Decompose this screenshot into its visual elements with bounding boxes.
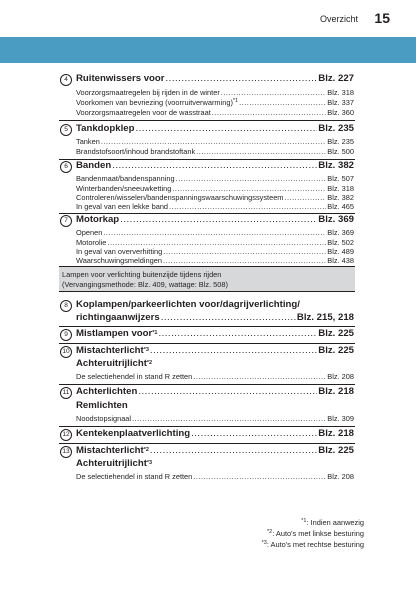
page-ref: Blz. 382 [318, 160, 354, 171]
section-title-row[interactable] [76, 160, 354, 172]
sub-item[interactable] [76, 88, 354, 97]
lights-box-line: Lampen voor verlichting buitenzijde tijdens rijden [62, 270, 222, 279]
footnote-mark: *3 [146, 460, 153, 466]
lights-info-box [59, 266, 355, 292]
sub-item[interactable] [76, 247, 354, 256]
page-ref: Blz. 218 [318, 428, 354, 439]
page-ref: Blz. 382 [327, 193, 354, 202]
divider [59, 426, 355, 427]
page-ref: Blz. 235 [318, 123, 354, 134]
section-title-row[interactable] [76, 214, 354, 226]
divider [59, 443, 355, 444]
sub-item-label: Voorzorgsmaatregelen voor de wasstraat [76, 108, 211, 117]
footnote-mark: *2 [146, 360, 153, 366]
footnote-mark: *1 [152, 330, 158, 336]
page-ref: Blz. 225 [318, 445, 354, 456]
sub-item[interactable] [76, 256, 354, 265]
section-title-row[interactable] [76, 73, 354, 85]
section-title: Kentekenplaatverlichting [76, 428, 191, 439]
page-ref: Blz. 309 [327, 414, 354, 423]
section-title: Mistlampen voor [76, 328, 153, 339]
page-ref: Blz. 318 [327, 88, 354, 97]
sub-item-label: In geval van een lekke band [76, 202, 169, 211]
callout-number: 11 [60, 387, 72, 399]
page-ref: Blz. 318 [327, 184, 354, 193]
page-ref: Blz. 369 [318, 214, 354, 225]
sub-item-label: Bandenmaat/bandenspanning [76, 174, 175, 183]
sub-item-label: De selectiehendel in stand R zetten [76, 472, 193, 481]
divider [59, 120, 355, 121]
lights-box-line: (Vervangingsmethode: Blz. 409, wattage: Blz. 508) [62, 280, 228, 289]
callout-number: 9 [60, 329, 72, 341]
page-ref: Blz. 215, 218 [296, 312, 354, 323]
sub-item[interactable] [76, 414, 354, 423]
section-title-row[interactable] [76, 312, 354, 324]
page-ref: Blz. 502 [327, 238, 354, 247]
section-title: richtingaanwijzers [76, 312, 160, 323]
page-ref: Blz. 218 [318, 386, 354, 397]
sub-item-label: In geval van oververhitting [76, 247, 163, 256]
sub-item-label: Brandstofsoort/inhoud brandstoftank [76, 147, 196, 156]
page-ref: Blz. 208 [327, 372, 354, 381]
section-title-row[interactable] [76, 458, 354, 470]
callout-number: 5 [60, 124, 72, 136]
section-title: Mistachterlicht [76, 445, 144, 456]
section-title-row[interactable] [76, 358, 354, 370]
callout-number: 7 [60, 215, 72, 227]
sub-item[interactable] [76, 137, 354, 146]
sub-item-label: Openen [76, 228, 103, 237]
section-title-row[interactable] [76, 428, 354, 440]
sub-item-label: Controleren/wisselen/bandenspanningswaarschuwingssysteem [76, 193, 284, 202]
page-ref: Blz. 225 [318, 345, 354, 356]
divider [59, 326, 355, 327]
section-title: Achteruitrijlicht [76, 458, 147, 469]
page-ref: Blz. 489 [327, 247, 354, 256]
sub-item-label: Motorolie [76, 238, 107, 247]
page-ref: Blz. 438 [327, 256, 354, 265]
page-ref: Blz. 227 [318, 73, 354, 84]
section-title: Ruitenwissers voor [76, 73, 165, 84]
footnote-text: : Auto's met linkse besturing [272, 529, 364, 538]
section-title: Motorkap [76, 214, 120, 225]
sub-item[interactable] [76, 108, 354, 117]
section-title-row[interactable] [76, 345, 354, 357]
page-ref: Blz. 208 [327, 472, 354, 481]
footnote-text: : Auto's met rechtse besturing [266, 540, 364, 549]
section-title: Remlichten [76, 400, 128, 411]
page-ref: Blz. 235 [327, 137, 354, 146]
callout-number: 10 [60, 346, 72, 358]
section-title: Tankdopklep [76, 123, 135, 134]
callout-number: 13 [60, 446, 72, 458]
sub-item-label: De selectiehendel in stand R zetten [76, 372, 193, 381]
sub-item[interactable] [76, 238, 354, 247]
sub-item[interactable] [76, 202, 354, 211]
sub-item-label: Winterbanden/sneeuwketting [76, 184, 172, 193]
sub-item-label: Noodstopsignaal [76, 414, 132, 423]
sub-item[interactable] [76, 184, 354, 193]
section-title: Banden [76, 160, 112, 171]
footnote [301, 518, 364, 527]
callout-number: 6 [60, 161, 72, 173]
header-band [0, 37, 416, 63]
sub-item-label: Voorzorgsmaatregelen bij rijden in de winter [76, 88, 220, 97]
callout-number: 12 [60, 429, 72, 441]
page-ref: Blz. 507 [327, 174, 354, 183]
page-ref: Blz. 465 [327, 202, 354, 211]
sub-item[interactable] [76, 98, 354, 107]
section-title: Koplampen/parkeerlichten voor/dagrijverlichting/ [76, 299, 300, 310]
footnote-text: : Indien aanwezig [306, 518, 364, 527]
sub-item-label: Tanken [76, 137, 100, 146]
sub-item[interactable] [76, 472, 354, 481]
sub-item[interactable] [76, 372, 354, 381]
footnote-mark: *2 [267, 529, 273, 535]
section-title-row[interactable] [76, 123, 354, 135]
section-title: Mistachterlicht [76, 345, 144, 356]
section-title-row[interactable] [76, 299, 354, 311]
divider [59, 343, 355, 344]
sub-item[interactable] [76, 147, 354, 156]
section-title-row[interactable] [76, 328, 354, 340]
footnote [267, 529, 364, 538]
footnote-mark: *1 [232, 98, 239, 104]
footnote-mark: *1 [301, 518, 307, 524]
sub-item[interactable] [76, 174, 354, 183]
divider [59, 384, 355, 385]
callout-number: 8 [60, 300, 72, 312]
footnote-mark: *2 [143, 447, 149, 453]
section-title-row[interactable] [76, 400, 354, 412]
page-ref: Blz. 225 [318, 328, 354, 339]
header-title: Overzicht [319, 14, 358, 24]
page-ref: Blz. 360 [327, 108, 354, 117]
section-title: Achteruitrijlicht [76, 358, 147, 369]
section-title-row[interactable] [76, 386, 354, 398]
callout-number: 4 [60, 74, 72, 86]
footnote-mark: *3 [143, 347, 149, 353]
page-ref: Blz. 337 [327, 98, 354, 107]
page-header [0, 0, 416, 37]
sub-item[interactable] [76, 193, 354, 202]
sub-item-label: Waarschuwingsmeldingen [76, 256, 162, 265]
sub-item-label: Voorkomen van bevriezing (voorruitverwarming) [76, 98, 233, 107]
page-ref: Blz. 500 [327, 147, 354, 156]
page-number: 15 [374, 10, 390, 26]
footnote-mark: *3 [261, 540, 267, 546]
section-title: Achterlichten [76, 386, 138, 397]
section-title-row[interactable] [76, 445, 354, 457]
sub-item[interactable] [76, 228, 354, 237]
footnote [262, 540, 364, 549]
page-ref: Blz. 369 [327, 228, 354, 237]
